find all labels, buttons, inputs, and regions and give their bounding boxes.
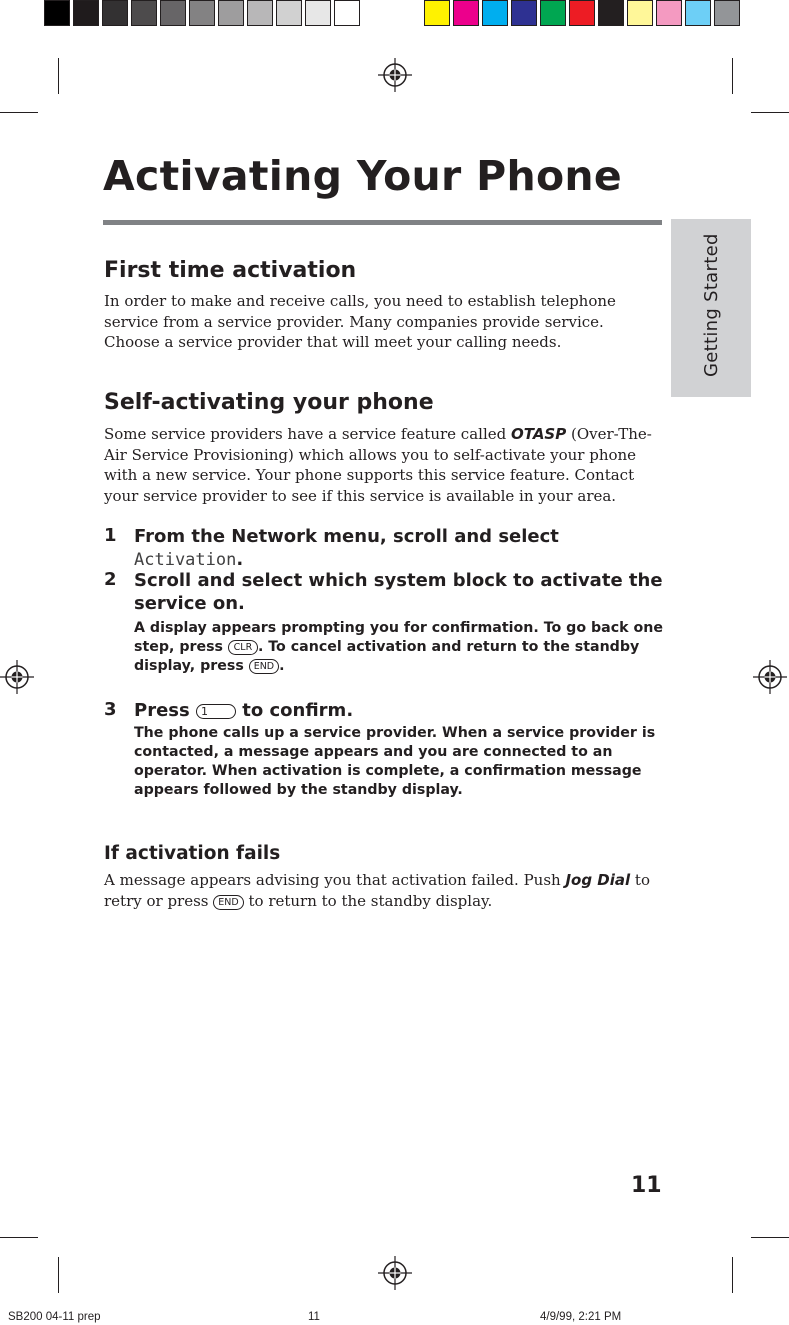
page-title: Activating Your Phone	[103, 152, 623, 200]
text-line: Choose a service provider that will meet your calling needs.	[104, 333, 562, 351]
text-run: Press	[134, 700, 196, 721]
registration-mark-icon	[753, 660, 787, 694]
end-key-icon: END	[249, 659, 279, 674]
title-rule	[103, 220, 662, 225]
text-run: to	[630, 871, 650, 889]
text-run: From the Network menu, scroll and select	[134, 526, 559, 547]
color-swatch	[160, 0, 186, 26]
text-line	[134, 657, 664, 676]
end-key-icon: END	[213, 895, 243, 910]
color-swatch	[714, 0, 740, 26]
section-tab	[671, 219, 751, 397]
self-activating-paragraph	[104, 424, 660, 506]
color-swatch	[569, 0, 595, 26]
color-swatch	[276, 0, 302, 26]
step-number: 1	[104, 525, 117, 546]
text-line: with a new service. Your phone supports this service feature. Contact	[104, 466, 635, 484]
crop-mark	[58, 58, 59, 94]
step-3-body	[134, 724, 664, 800]
color-swatch	[102, 0, 128, 26]
text-run: to confirm.	[235, 700, 354, 721]
text-run: display, press	[134, 658, 249, 674]
color-swatch	[247, 0, 273, 26]
text-line: service from a service provider. Many companies provide service.	[104, 312, 604, 331]
step-2-heading	[134, 569, 674, 615]
step-1-heading	[134, 525, 674, 572]
first-time-paragraph	[104, 291, 660, 353]
text-line: service on.	[134, 593, 245, 614]
registration-mark-icon	[0, 660, 34, 694]
color-swatch	[453, 0, 479, 26]
text-run: to return to the standby display.	[243, 891, 493, 910]
text-line: your service provider to see if this service is available in your area.	[104, 486, 617, 505]
one-key-icon: 1	[196, 704, 236, 719]
footer-timestamp: 4/9/99, 2:21 PM	[540, 1311, 622, 1323]
text-run: step, press	[134, 639, 228, 655]
text-line: Scroll and select which system block to activate the	[134, 570, 663, 591]
color-swatch	[218, 0, 244, 26]
text-line	[134, 638, 664, 657]
crop-mark	[58, 1257, 59, 1293]
color-swatch	[627, 0, 653, 26]
crop-mark	[732, 58, 733, 94]
text-run: .	[236, 549, 244, 570]
text-line: The phone calls up a service provider. When a service provider is	[134, 725, 656, 741]
color-bar	[424, 0, 743, 28]
text-line: contacted, a message appears and you are connected to an	[134, 744, 613, 760]
color-swatch	[305, 0, 331, 26]
color-swatch	[685, 0, 711, 26]
registration-mark-icon	[378, 1256, 412, 1290]
crop-mark	[0, 1237, 38, 1238]
color-swatch	[656, 0, 682, 26]
footer-file-name: SB200 04-11 prep	[8, 1311, 101, 1323]
page-number: 11	[631, 1173, 662, 1198]
section-tab-label: Getting Started	[700, 233, 722, 377]
color-swatch	[511, 0, 537, 26]
color-swatch	[44, 0, 70, 26]
self-activating-heading: Self-activating your phone	[104, 390, 434, 415]
crop-mark	[751, 1237, 789, 1238]
crop-mark	[732, 1257, 733, 1293]
clr-key-icon: CLR	[228, 640, 258, 655]
crop-mark	[751, 112, 789, 113]
text-run: .	[279, 658, 285, 674]
registration-mark-icon	[378, 58, 412, 92]
otasp-term: OTASP	[511, 425, 567, 443]
step-3-heading	[134, 699, 674, 722]
crop-mark	[0, 112, 38, 113]
text-line: In order to make and receive calls, you need to establish telephone	[104, 292, 616, 310]
color-swatch	[598, 0, 624, 26]
footer-page: 11	[308, 1311, 320, 1323]
text-line: operator. When activation is complete, a confirmation message	[134, 763, 642, 779]
step-number: 2	[104, 569, 117, 590]
text-line	[104, 891, 660, 912]
jog-dial-term: Jog Dial	[565, 871, 631, 889]
if-fails-paragraph	[104, 870, 660, 911]
if-fails-heading: If activation fails	[104, 843, 281, 864]
text-line: Air Service Provisioning) which allows you to self-activate your phone	[104, 445, 637, 464]
color-swatch	[424, 0, 450, 26]
text-line: A display appears prompting you for confirmation. To go back one	[134, 620, 664, 636]
text-run: Some service providers have a service feature called	[104, 425, 511, 443]
step-number: 3	[104, 699, 117, 720]
text-line: appears followed by the standby display.	[134, 782, 463, 798]
text-run: . To cancel activation and return to the standby	[257, 639, 640, 655]
color-swatch	[73, 0, 99, 26]
text-run: retry or press	[104, 891, 214, 910]
text-line	[104, 424, 660, 445]
color-swatch	[131, 0, 157, 26]
color-swatch	[334, 0, 360, 26]
first-time-heading: First time activation	[104, 258, 357, 283]
color-swatch	[540, 0, 566, 26]
color-swatch	[189, 0, 215, 26]
text-line	[104, 870, 660, 891]
display-text-activation: Activation	[134, 550, 237, 570]
text-run: A message appears advising you that activation failed. Push	[104, 871, 566, 889]
color-swatch	[482, 0, 508, 26]
step-2-body	[134, 619, 664, 676]
grayscale-bar	[44, 0, 363, 28]
text-run: (Over-The-	[566, 425, 652, 443]
